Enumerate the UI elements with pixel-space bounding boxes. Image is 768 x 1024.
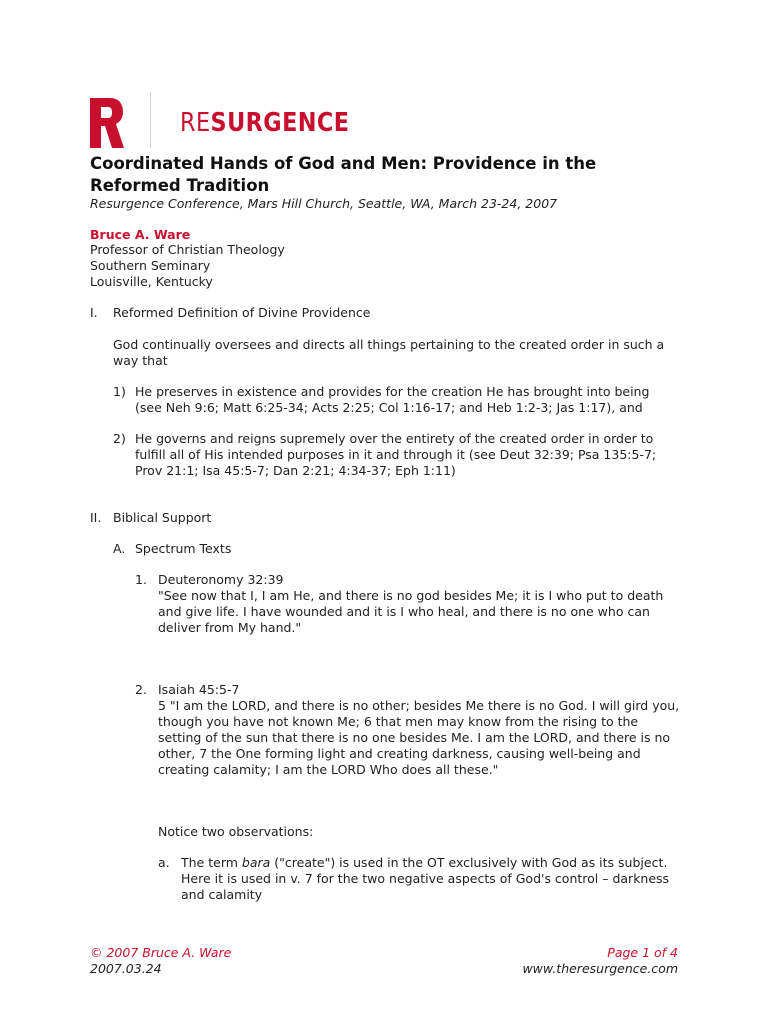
scripture-quote: 5 "I am the LORD, and there is no other; besides Me there is no God. I will gird you, though you have not known Me; 6 that men may know from the rising to the setting of the sun that there is no one besides Me. I am the LORD, and there is no other, 7 the One forming light and creating darkness, causing well-being and creating calamity; I am the LORD Who does all these." [158,698,680,777]
footer-url: www.theresurgence.com [522,961,678,976]
observation-a [181,855,681,903]
section-1-intro: God continually oversees and directs all things pertaining to the created order in such a way that [113,337,665,368]
list-item: He governs and reigns supremely over the entirety of the created order in order to fulfill all of His intended purposes in it and through it (see Deut 32:39; Psa 135:5-7; Prov 21:1; Isa 45:5-7; Dan 2:21; 4:34-37; Eph 1:11) [135,431,657,478]
text-marker: 1. [135,572,147,587]
logo-wordmark: RESURGENCE [180,108,350,138]
text-marker: 2. [135,682,147,697]
observations-intro: Notice two observations: [158,824,314,839]
subsection-a-heading: Spectrum Texts [135,541,232,556]
scripture-quote: "See now that I, I am He, and there is no god besides Me; it is I who put to death and give life. I have wounded and it is I who heal, and there is no one who can deliver from My hand." [158,588,664,635]
author-name: Bruce A. Ware [90,227,191,242]
r-logo-icon [90,98,124,148]
author-position: Professor of Christian Theology [90,242,285,257]
scripture-reference: Isaiah 45:5-7 [158,682,240,697]
page-title: Coordinated Hands of God and Men: Providence in the Reformed Tradition [90,154,597,195]
section-2-heading: Biblical Support [113,510,212,525]
footer-date: 2007.03.24 [90,961,162,976]
list-item-marker: 1) [113,384,126,399]
list-item: He preserves in existence and provides for the creation He has brought into being (see Neh 9:6; Matt 6:25-34; Acts 2:25; Col 1:16-17; and Heb 1:2-3; Jas 1:17), and [135,384,650,415]
section-2-marker: II. [90,510,102,525]
footer-copyright: © 2007 Bruce A. Ware [90,945,232,960]
author-institution: Southern Seminary [90,258,211,273]
hebrew-term: bara [241,855,271,870]
observation-text-pre: The term [181,855,242,870]
subsection-a-marker: A. [113,541,126,556]
observation-marker: a. [158,855,170,870]
author-location: Louisville, Kentucky [90,274,213,289]
logo-divider [150,92,151,148]
scripture-reference: Deuteronomy 32:39 [158,572,284,587]
section-1-heading: Reformed Definition of Divine Providence [113,305,371,320]
footer-page-number: Page 1 of 4 [607,945,678,960]
section-1-marker: I. [90,305,98,320]
list-item-marker: 2) [113,431,126,446]
conference-subtitle: Resurgence Conference, Mars Hill Church, Seattle, WA, March 23-24, 2007 [90,196,558,211]
observation-text-post: ("create") is used in the OT exclusively with God as its subject. Here it is used in v. 7 for the two negative aspects of God's control – darkness and calamity [181,855,670,902]
